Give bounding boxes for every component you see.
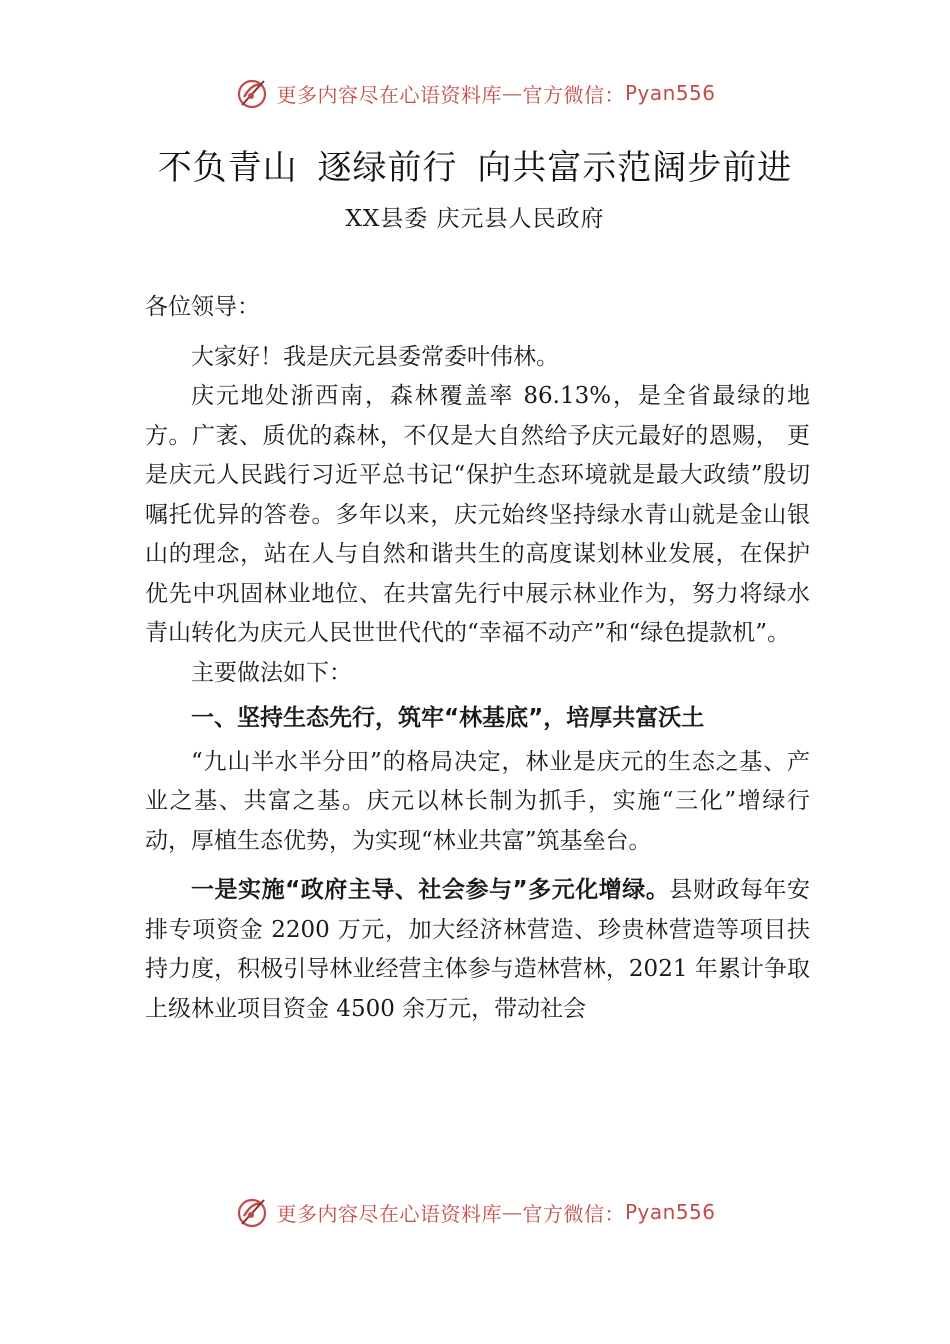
watermark-separator: — bbox=[501, 1200, 523, 1224]
watermark-header bbox=[0, 71, 950, 115]
watermark-contact-id: Pyan556 bbox=[624, 81, 716, 105]
watermark-footer bbox=[0, 1190, 950, 1234]
salutation: 各位领导： bbox=[145, 294, 260, 320]
paragraph-intro: 庆元地处浙西南，森林覆盖率 86.13%，是全省最绿的地方。广袤、质优的森林，不仅是大自然给予庆元最好的恩赐， 更是庆元人民践行习近平总书记“保护生态环境就是最大政绩”殷切嘱托优异的答卷。多年以来，庆元始终坚持绿水青山就是金山银山的理念，站在人与自然和谐共生的高度谋划林业发展，在保护优先中巩固林业地位、在共富先行中展示林业作为，努力将绿水青山转化为庆元人民世世代代的“幸福不动产”和“绿色提款机”。 bbox=[145, 383, 810, 646]
watermark-contact-label: 官方微信： bbox=[522, 82, 625, 107]
paragraph-greeting: 大家好！我是庆元县委常委叶伟林。 bbox=[191, 343, 559, 370]
watermark-text: 更多内容尽在心语资料库 bbox=[276, 1201, 502, 1226]
watermark-text: 更多内容尽在心语资料库 bbox=[276, 82, 502, 107]
point-lead: 一是实施“政府主导、社会参与”多元化增绿。 bbox=[191, 877, 670, 903]
section-heading: 一、坚持生态先行，筑牢“林基底”，培厚共富沃土 bbox=[191, 705, 705, 731]
paragraph-methods: 主要做法如下： bbox=[191, 659, 352, 686]
watermark-contact-id: Pyan556 bbox=[624, 1200, 716, 1224]
brand-logo-icon bbox=[234, 1194, 270, 1230]
watermark-contact-label: 官方微信： bbox=[522, 1201, 625, 1226]
watermark-separator: — bbox=[501, 81, 523, 105]
brand-logo-icon bbox=[234, 75, 270, 111]
point-text: 县财政每年安排专项资金 2200 万元，加大经济林营造、珍贵林营造等项目扶持力度，积极引导林业经营主体参与造林营林，2021 年累计争取上级林业项目资金 4500 余万元，带动社会 bbox=[145, 877, 811, 1022]
document-title: 不负青山 逐绿前行 向共富示范阔步前进 bbox=[157, 148, 793, 188]
section-intro: “九山半水半分田”的格局决定，林业是庆元的生态之基、产业之基、共富之基。庆元以林长制为抓手，实施“三化”增绿行动，厚植生态优势，为实现“林业共富”筑基垒台。 bbox=[145, 748, 810, 854]
document-body bbox=[145, 288, 810, 1029]
document-author: XX县委 庆元县人民政府 bbox=[345, 206, 605, 232]
point-paragraph bbox=[145, 871, 810, 1029]
